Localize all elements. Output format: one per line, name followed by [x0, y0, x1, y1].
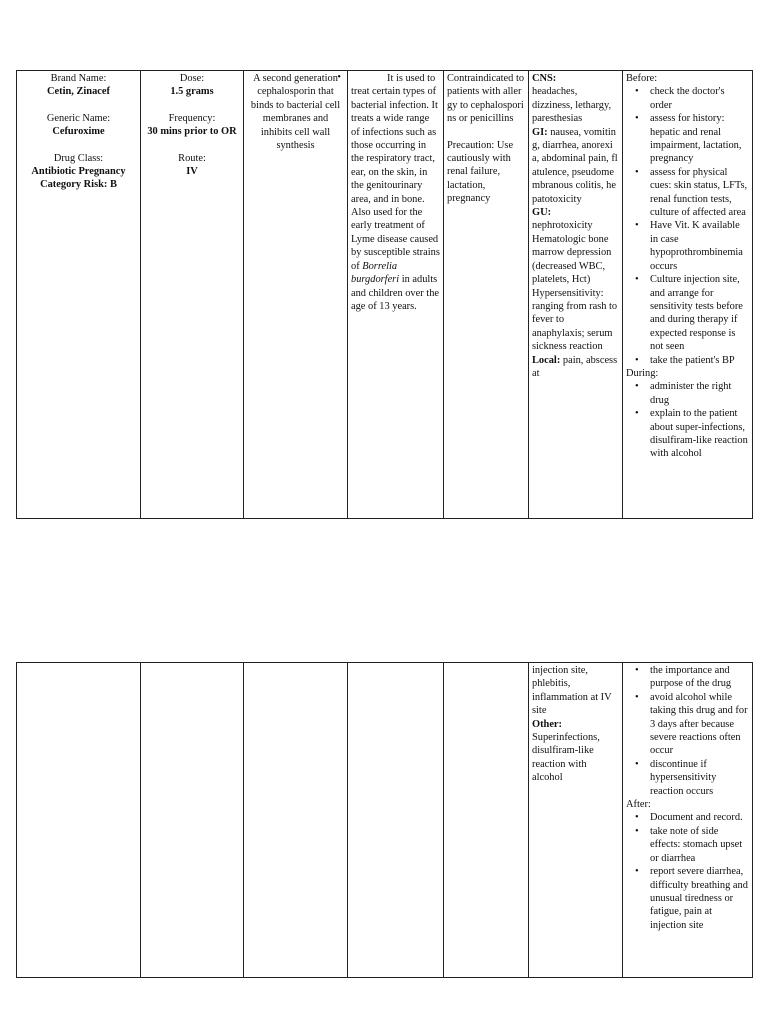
gi-label: GI:: [532, 126, 548, 138]
list-item: • take note of side effects: stomach upset or diarrhea: [626, 825, 749, 865]
local-text: pain, abscess at: [532, 354, 618, 379]
drug-study-table-page2: [16, 662, 753, 978]
contraindication-text: Contraindicated to patients with allergy to cephalosporins or penicillins: [447, 73, 525, 125]
other-label: Other:: [532, 718, 563, 730]
nursing-cell: [623, 71, 753, 519]
brand-name-value: Cetin, Zinacef: [47, 86, 110, 98]
list-item: • check the doctor's order: [626, 85, 749, 112]
list-item: • report severe diarrhea, difficulty breathing and unusual tiredness or fatigue, pain at injection site: [626, 865, 749, 932]
mechanism-cell: [244, 663, 348, 978]
list-item: • avoid alcohol while taking this drug and for 3 days after because severe reactions often occur: [626, 691, 749, 758]
before-label: Before:: [626, 73, 658, 84]
during-list-cont: [626, 664, 749, 798]
list-item: • Have Vit. K available in case hypoprothrombinemia occurs: [626, 219, 749, 273]
route-label: Route:: [178, 152, 206, 164]
local-cont-text: injection site, phlebitis, inflammation at IV site: [532, 665, 612, 717]
list-item: • assess for history: hepatic and renal impairment, lactation, pregnancy: [626, 112, 749, 166]
dose-value: 1.5 grams: [170, 86, 214, 98]
cns-text: headaches, dizziness, lethargy, paresthesias: [532, 86, 612, 125]
after-label: After:: [626, 799, 651, 811]
after-list: [626, 811, 749, 932]
gi-text: nausea, vomiting, diarrhea, anorexia, abdominal pain, flatulence, pseudomembranous colitis, hepatotoxicity: [532, 126, 618, 205]
bullet-icon: •: [337, 72, 341, 83]
list-item: • explain to the patient about super-infections, disulfiram-like reaction with alcohol: [626, 407, 749, 461]
dosage-cell: [141, 71, 244, 519]
nursing-cell: [623, 663, 753, 978]
list-item: • assess for physical cues: skin status, LFTs, renal function tests, culture of affected area: [626, 166, 749, 220]
contraindication-cell: [444, 71, 529, 519]
during-list: [626, 380, 749, 460]
during-label: During:: [626, 367, 659, 379]
list-item: • take the patient's BP: [626, 354, 749, 367]
drug-study-table-page1: [16, 70, 753, 519]
side-effects-cell: [529, 663, 623, 978]
before-list: [626, 85, 749, 367]
drug-class-label: Drug Class:: [53, 152, 104, 164]
dosage-cell: [141, 663, 244, 978]
list-item: • administer the right drug: [626, 380, 749, 407]
drug-class-value: Antibiotic Pregnancy Category Risk: B: [31, 166, 126, 191]
generic-name-value: Cefuroxime: [52, 126, 105, 138]
other-text: Superinfections, disulfiram-like reaction with alcohol: [532, 732, 600, 784]
drug-name-cell: [17, 71, 141, 519]
gu-label: GU:: [532, 207, 552, 219]
drug-name-cell: [17, 663, 141, 978]
brand-name-label: Brand Name:: [50, 73, 107, 84]
route-value: IV: [186, 166, 198, 178]
mechanism-cell: [244, 71, 348, 519]
local-label: Local:: [532, 354, 561, 366]
cns-label: CNS:: [532, 73, 557, 84]
indication-text: It is used to treat certain types of bacterial infection. It treats a wide range of infections such as those occurring in the respiratory tract, ear, on the skin, in the genitourinary area, and in bone. Also used for the early treatment of Lyme disease caused by susceptible strains of Borrelia burgdorferi in adults and children over the age of 13 years.: [351, 73, 440, 312]
contraindication-cell: [444, 663, 529, 978]
precaution-text: Precaution: Use cautiously with renal failure, lactation, pregnancy: [447, 139, 514, 205]
frequency-value: 30 mins prior to OR: [147, 126, 237, 138]
indication-cell: [348, 71, 444, 519]
dose-label: Dose:: [179, 73, 205, 84]
indication-cell: [348, 663, 444, 978]
generic-name-label: Generic Name:: [46, 112, 111, 124]
list-item: • the importance and purpose of the drug: [626, 664, 749, 691]
frequency-label: Frequency:: [168, 112, 216, 124]
list-item: • Document and record.: [626, 811, 749, 824]
organism-name: Borrelia burgdorferi: [351, 260, 400, 286]
list-item: • Culture injection site, and arrange for sensitivity tests before and during therapy if expected response is not seen: [626, 273, 749, 353]
side-effects-cell: [529, 71, 623, 519]
list-item: • discontinue if hypersensitivity reaction occurs: [626, 758, 749, 798]
gu-text: nephrotoxicity Hematologic bone marrow depression (decreased WBC, platelets, Hct) Hypersensitivity: ranging from rash to fever to anaphylaxis; serum sickness reaction: [532, 220, 618, 353]
mechanism-text: A second generation cephalosporin that binds to bacterial cell membranes and inhibits cell wall synthesis: [250, 73, 341, 152]
